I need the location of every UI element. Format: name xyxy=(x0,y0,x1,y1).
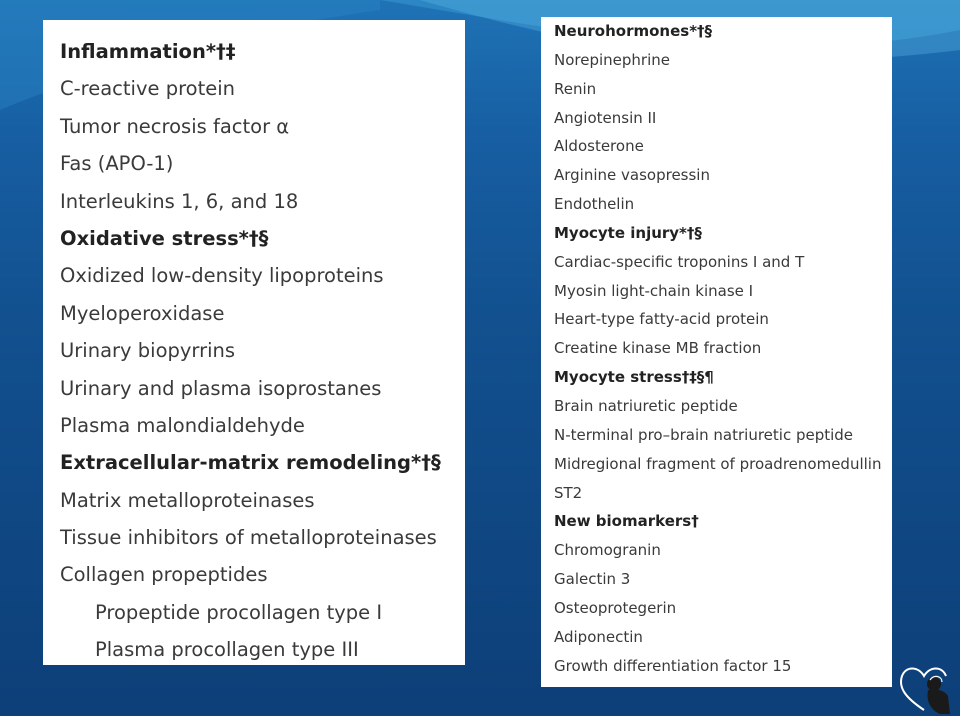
biomarker-item: Norepinephrine xyxy=(554,50,670,69)
biomarker-item: ST2 xyxy=(554,483,583,502)
category-heading: Extracellular-matrix remodeling*†§ xyxy=(60,451,441,475)
biomarker-item: Matrix metalloproteinases xyxy=(60,488,315,512)
biomarker-item: Arginine vasopressin xyxy=(554,166,710,185)
biomarker-item: Adiponectin xyxy=(554,627,643,646)
biomarker-item: Midregional fragment of proadrenomedullin xyxy=(554,454,882,473)
biomarker-item: Plasma malondialdehyde xyxy=(60,413,305,437)
biomarker-item: Propeptide procollagen type I xyxy=(95,600,383,624)
biomarker-item: Osteoprotegerin xyxy=(554,598,677,617)
biomarker-item: Creatine kinase MB fraction xyxy=(554,339,762,358)
category-heading: New biomarkers† xyxy=(554,512,699,531)
biomarker-item: Brain natriuretic peptide xyxy=(554,396,738,415)
category-heading: Oxidative stress*†§ xyxy=(60,226,269,250)
biomarker-item: Interleukins 1, 6, and 18 xyxy=(60,189,299,213)
biomarker-item: Endothelin xyxy=(554,195,635,214)
biomarker-item: Growth differentiation factor 15 xyxy=(554,656,792,675)
biomarker-item: Myeloperoxidase xyxy=(60,301,225,325)
category-heading: Neurohormones*†§ xyxy=(554,22,713,40)
biomarker-item: Urinary and plasma isoprostanes xyxy=(60,376,382,400)
heart-profile-logo xyxy=(896,660,952,716)
biomarker-item: C-reactive protein xyxy=(60,77,236,101)
biomarker-item: Angiotensin II xyxy=(554,108,657,127)
biomarker-item: N-terminal pro–brain natriuretic peptide xyxy=(554,425,854,444)
biomarker-item: Plasma procollagen type III xyxy=(95,638,359,662)
biomarker-item: Galectin 3 xyxy=(554,570,631,589)
category-heading: Myocyte stress†‡§¶ xyxy=(554,368,714,387)
biomarker-item: Urinary biopyrrins xyxy=(60,339,236,363)
biomarker-item: Oxidized low-density lipoproteins xyxy=(60,264,384,288)
biomarker-item: Chromogranin xyxy=(554,541,661,560)
biomarker-item: Fas (APO-1) xyxy=(60,152,174,176)
category-heading: Myocyte injury*†§ xyxy=(554,223,702,242)
biomarker-item: Tissue inhibitors of metalloproteinases xyxy=(60,526,437,550)
biomarker-item: Aldosterone xyxy=(554,137,644,156)
biomarker-item: Myosin light-chain kinase I xyxy=(554,281,754,300)
right-biomarker-panel xyxy=(541,17,892,687)
left-biomarker-panel xyxy=(43,20,465,665)
biomarker-item: Collagen propeptides xyxy=(60,563,268,587)
biomarker-item: Cardiac-specific troponins I and T xyxy=(554,252,805,271)
right-biomarker-list xyxy=(541,17,892,680)
biomarker-item: Tumor necrosis factor α xyxy=(60,114,290,138)
biomarker-item: Renin xyxy=(554,79,597,98)
biomarker-item: Heart-type fatty-acid protein xyxy=(554,310,769,329)
category-heading: Inflammation*†‡ xyxy=(60,40,236,63)
left-biomarker-list xyxy=(43,33,465,669)
